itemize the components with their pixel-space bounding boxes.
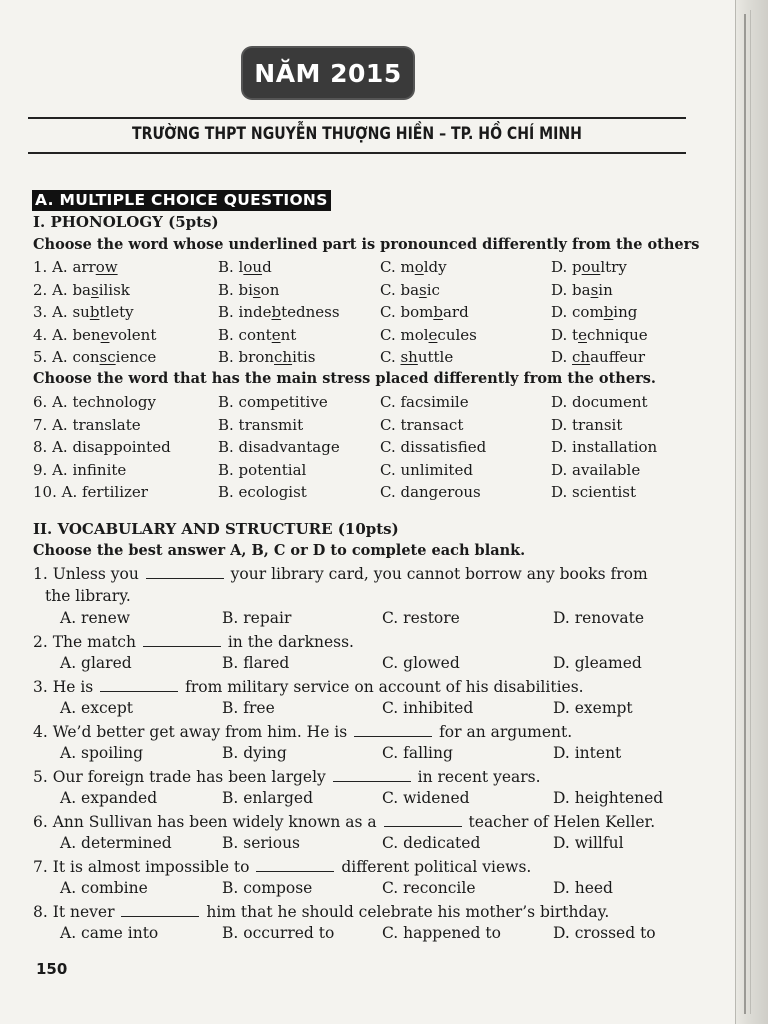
answer-blank — [143, 632, 221, 647]
answer-option: A. spoiling — [60, 744, 144, 762]
answer-row — [60, 609, 700, 631]
year-badge — [243, 48, 413, 98]
answer-option: 2. A. basilisk — [33, 280, 130, 299]
answer-option: C. dangerous — [380, 483, 481, 501]
answer-option: D. renovate — [553, 609, 645, 627]
answer-option: B. serious — [222, 834, 301, 852]
underlined-part: s — [252, 280, 261, 299]
answer-row — [60, 924, 700, 946]
stress-instruction: Choose the word that has the main stress placed differently from the others. — [33, 370, 656, 387]
answer-option: D. exempt — [553, 699, 633, 717]
answer-option: C. moldy — [380, 258, 447, 276]
answer-option: D. scientist — [551, 483, 637, 501]
bottom-rule — [28, 152, 686, 154]
answer-option: C. dedicated — [382, 834, 481, 852]
answer-option: B. ecologist — [218, 483, 307, 501]
answer-option: C. glowed — [382, 654, 460, 672]
underlined-part: s — [91, 280, 99, 299]
answer-option: A. came into — [60, 924, 159, 942]
answer-option: B. transmit — [218, 415, 304, 434]
underlined-part: e — [100, 325, 110, 344]
question-stem: 6. Ann Sullivan has been widely known as a teacher of Helen Keller. — [33, 812, 656, 831]
question-stem: 2. The match in the darkness. — [33, 632, 354, 651]
underlined-part: s — [419, 280, 427, 299]
answer-option: C. facsimile — [380, 393, 469, 411]
answer-blank — [354, 722, 432, 737]
question-stem: 3. He is from military service on account of his disabilities. — [33, 677, 584, 696]
phonology-heading: I. PHONOLOGY (5pts) — [33, 213, 219, 231]
answer-row — [60, 789, 700, 811]
answer-option: D. willful — [553, 834, 624, 852]
answer-option: A. glared — [60, 654, 132, 672]
answer-blank — [100, 677, 178, 692]
answer-option: 5. A. conscience — [33, 348, 157, 366]
answer-row — [60, 744, 700, 766]
question-row — [33, 281, 693, 303]
answer-option: C. dissatisfied — [380, 438, 487, 456]
answer-option: C. happened to — [382, 924, 501, 942]
answer-option: D. transit — [551, 415, 623, 434]
answer-option: D. chauffeur — [551, 348, 646, 366]
answer-option: D. heed — [553, 879, 613, 897]
answer-row — [60, 699, 700, 721]
year-badge-text: NĂM 2015 — [254, 58, 402, 88]
answer-option: D. combing — [551, 303, 638, 321]
top-rule — [28, 117, 686, 119]
question-stem: 8. It never him that he should celebrate his mother’s birthday. — [33, 902, 610, 921]
underlined-part: e — [271, 325, 281, 344]
answer-option: C. inhibited — [382, 699, 474, 717]
underlined-part: b — [603, 303, 614, 321]
answer-option: A. renew — [60, 609, 131, 627]
question-row — [33, 438, 693, 460]
answer-option: A. expanded — [60, 789, 158, 807]
answer-option: A. combine — [60, 879, 148, 897]
vocab-heading: II. VOCABULARY AND STRUCTURE (10pts) — [33, 520, 399, 538]
answer-option: D. installation — [551, 438, 658, 456]
underlined-part: b — [89, 303, 100, 321]
question-row — [33, 258, 693, 280]
underlined-part: ou — [243, 258, 263, 276]
question-row — [33, 483, 693, 505]
page-binding-edge — [735, 0, 768, 1024]
question-row — [33, 416, 693, 438]
question-stem: 1. Unless you your library card, you cannot borrow any books from — [33, 565, 648, 583]
answer-option: B. disadvantage — [218, 438, 340, 456]
underlined-part: b — [271, 303, 282, 321]
answer-row — [60, 654, 700, 676]
question-row — [33, 303, 693, 325]
answer-option: B. loud — [218, 258, 272, 276]
answer-blank — [256, 857, 334, 872]
answer-option: B. flared — [222, 654, 290, 672]
answer-option: 7. A. translate — [33, 415, 141, 434]
answer-blank — [121, 902, 199, 917]
underlined-part: ch — [572, 348, 591, 366]
answer-option: A. determined — [60, 834, 172, 852]
answer-option: C. bombard — [380, 303, 469, 321]
answer-option: B. content — [218, 325, 297, 344]
underlined-part: b — [433, 303, 443, 321]
answer-option: D. available — [551, 460, 641, 479]
question-stem: 7. It is almost impossible to different political views. — [33, 857, 532, 876]
answer-option: C. unlimited — [380, 460, 473, 479]
answer-row — [60, 834, 700, 856]
answer-blank — [333, 767, 411, 782]
underlined-part: ow — [95, 258, 118, 276]
underlined-part: s — [590, 280, 599, 299]
underlined-part: o — [414, 258, 424, 276]
answer-option: C. falling — [382, 744, 453, 762]
answer-option: B. repair — [222, 609, 292, 627]
answer-option: D. intent — [553, 744, 622, 762]
question-row — [33, 348, 693, 370]
answer-option: 9. A. infinite — [33, 460, 127, 479]
answer-option: C. widened — [382, 789, 470, 807]
underlined-part: ou — [581, 258, 601, 276]
underlined-part: e — [428, 325, 438, 344]
school-title: TRƯỜNG THPT NGUYỄN THƯỢNG HIỀN – TP. HỒ CHÍ MINH — [132, 124, 582, 144]
answer-row — [60, 879, 700, 901]
answer-option: B. compose — [222, 879, 313, 897]
question-stem-continued: the library. — [45, 586, 131, 605]
answer-option: C. basic — [380, 280, 440, 299]
question-stem: 5. Our foreign trade has been largely in recent years. — [33, 767, 541, 786]
answer-option: D. crossed to — [553, 924, 656, 942]
answer-option: B. dying — [222, 744, 287, 762]
answer-option: 8. A. disappointed — [33, 438, 171, 456]
answer-option: B. bronchitis — [218, 348, 316, 366]
answer-option: C. molecules — [380, 325, 477, 344]
section-a-heading: A. MULTIPLE CHOICE QUESTIONS — [32, 190, 331, 211]
answer-option: B. competitive — [218, 393, 328, 411]
question-row — [33, 461, 693, 483]
answer-option: 3. A. subtlety — [33, 303, 134, 321]
vocab-instruction: Choose the best answer A, B, C or D to complete each blank. — [33, 542, 526, 559]
answer-option: C. reconcile — [382, 879, 476, 897]
answer-option: C. restore — [382, 609, 460, 627]
answer-option: B. enlarged — [222, 789, 314, 807]
answer-option: C. shuttle — [380, 348, 454, 366]
answer-option: D. technique — [551, 325, 648, 344]
answer-option: D. basin — [551, 280, 613, 299]
answer-option: D. gleamed — [553, 654, 642, 672]
answer-option: B. occurred to — [222, 924, 335, 942]
answer-option: B. potential — [218, 460, 307, 479]
answer-option: A. except — [60, 699, 133, 717]
answer-option: 1. A. arrow — [33, 258, 118, 276]
question-stem: 4. We’d better get away from him. He is for an argument. — [33, 722, 573, 741]
answer-option: 10. A. fertilizer — [33, 483, 148, 501]
answer-blank — [146, 564, 224, 579]
answer-option: B. free — [222, 699, 275, 717]
page-number: 150 — [36, 960, 68, 978]
answer-option: 6. A. technology — [33, 393, 157, 411]
answer-option: D. heightened — [553, 789, 664, 807]
answer-option: C. transact — [380, 415, 464, 434]
question-row — [33, 326, 693, 348]
answer-option: B. bison — [218, 280, 280, 299]
answer-blank — [384, 812, 462, 827]
answer-option: D. poultry — [551, 258, 627, 276]
underlined-part: sc — [99, 348, 116, 366]
phonology-instruction: Choose the word whose underlined part is pronounced differently from the others — [33, 236, 700, 253]
answer-option: B. indebtedness — [218, 303, 340, 321]
answer-option: 4. A. benevolent — [33, 325, 157, 344]
underlined-part: ch — [274, 348, 293, 366]
underlined-part: sh — [400, 348, 418, 366]
underlined-part: e — [578, 325, 587, 344]
answer-option: D. document — [551, 393, 648, 411]
question-row — [33, 393, 693, 415]
